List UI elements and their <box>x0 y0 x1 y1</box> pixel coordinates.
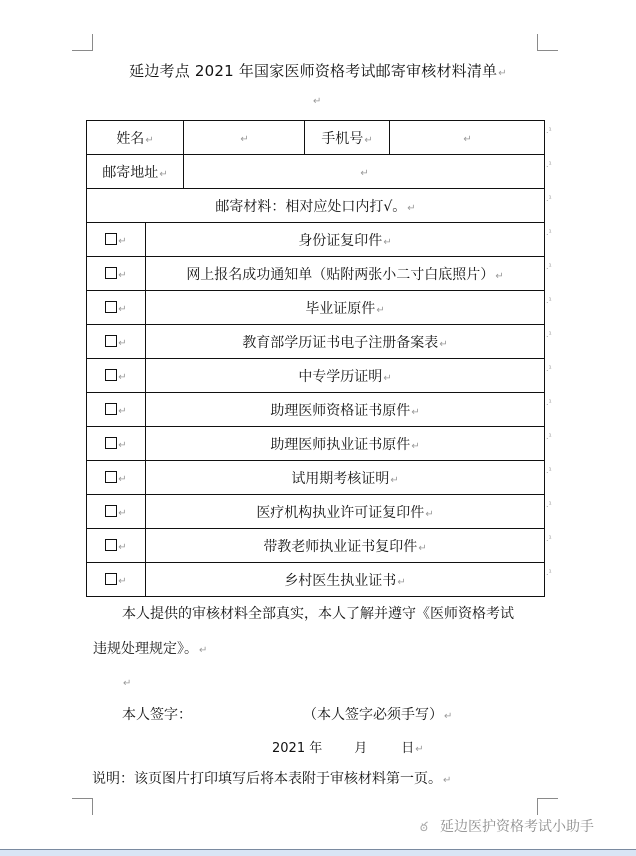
phone-label-cell: 手机号↵ <box>305 121 390 155</box>
table-row-material <box>87 257 545 291</box>
checkbox-icon <box>105 437 117 449</box>
material-label: 教育部学历证书电子注册备案表↵ <box>146 325 545 359</box>
crop-mark-bottom-right <box>537 798 558 815</box>
material-label: 中专学历证明↵ <box>146 359 545 393</box>
material-label: 医疗机构执业许可证复印件↵ <box>146 495 545 529</box>
signature-note: （本人签字必须手写）↵ <box>303 707 453 723</box>
material-checkbox[interactable]: ↵ <box>87 291 146 325</box>
checkbox-icon <box>105 369 117 381</box>
table-row-material <box>87 563 545 597</box>
crop-mark-bottom-left <box>72 798 93 815</box>
material-label: 身份证复印件↵ <box>146 223 545 257</box>
table-row-material <box>87 325 545 359</box>
checkbox-icon <box>105 471 117 483</box>
table-row-material <box>87 393 545 427</box>
material-label: 乡村医生执业证书↵ <box>146 563 545 597</box>
table-row-material <box>87 427 545 461</box>
address-label-cell: 邮寄地址↵ <box>87 155 184 189</box>
material-label: 助理医师执业证书原件↵ <box>146 427 545 461</box>
material-checkbox[interactable]: ↵ <box>87 359 146 393</box>
checkbox-icon <box>105 233 117 245</box>
blank-paragraph: ↵ <box>123 678 132 689</box>
date-month: 月 <box>354 741 368 756</box>
material-checkbox[interactable]: ↵ <box>87 223 146 257</box>
material-checkbox[interactable]: ↵ <box>87 257 146 291</box>
material-label: 助理医师资格证书原件↵ <box>146 393 545 427</box>
material-checkbox[interactable]: ↵ <box>87 325 146 359</box>
table-row-material <box>87 223 545 257</box>
window-bottom-bar <box>0 849 636 856</box>
paragraph-mark: ↵ <box>498 68 507 79</box>
material-checkbox[interactable]: ↵ <box>87 563 146 597</box>
table-row-material <box>87 461 545 495</box>
material-label: 毕业证原件↵ <box>146 291 545 325</box>
crop-mark-top-left <box>72 34 93 51</box>
declaration-line-2: 违规处理规定》。↵ <box>93 641 208 657</box>
material-label: 带教老师执业证书复印件↵ <box>146 529 545 563</box>
document-title: 延边考点 2021 年国家医师资格考试邮寄审核材料清单↵ <box>129 62 507 80</box>
declaration-line-1: 本人提供的审核材料全部真实，本人了解并遵守《医师资格考试 <box>122 606 514 622</box>
table-row-name-phone <box>87 121 545 155</box>
wechat-icon: ఠ <box>420 820 428 835</box>
material-checkbox[interactable]: ↵ <box>87 461 146 495</box>
table-row-material <box>87 529 545 563</box>
table-row-material <box>87 359 545 393</box>
date-day: 日 <box>401 741 415 756</box>
checkbox-icon <box>105 267 117 279</box>
checkbox-icon <box>105 539 117 551</box>
material-label: 网上报名成功通知单（贴附两张小二寸白底照片）↵ <box>146 257 545 291</box>
table-row-material <box>87 495 545 529</box>
name-input-cell[interactable]: ↵ <box>184 121 305 155</box>
material-label: 试用期考核证明↵ <box>146 461 545 495</box>
checkbox-icon <box>105 573 117 585</box>
material-checkbox[interactable]: ↵ <box>87 495 146 529</box>
phone-input-cell[interactable]: ↵ <box>390 121 545 155</box>
materials-header-cell: 邮寄材料：相对应处口内打√。↵ <box>87 189 545 223</box>
checkbox-icon <box>105 301 117 313</box>
date-line: 2021 年 月 日↵ <box>272 741 424 756</box>
address-input-cell[interactable]: ↵ <box>184 155 545 189</box>
table-row-materials-header <box>87 189 545 223</box>
paragraph-mark: ↵ <box>313 96 322 107</box>
materials-form-table <box>86 120 545 597</box>
name-label-cell: 姓名↵ <box>87 121 184 155</box>
material-checkbox[interactable]: ↵ <box>87 427 146 461</box>
signature-label: 本人签字： <box>122 707 192 723</box>
date-year: 2021 年 <box>272 741 323 756</box>
checkbox-icon <box>105 505 117 517</box>
checkbox-icon <box>105 335 117 347</box>
table-row-material <box>87 291 545 325</box>
note-text: 说明：该页图片打印填写后将本表附于审核材料第一页。↵ <box>92 771 452 787</box>
checkbox-icon <box>105 403 117 415</box>
watermark: ఠ 延边医护资格考试小助手 <box>420 816 594 838</box>
crop-mark-top-right <box>537 34 558 51</box>
material-checkbox[interactable]: ↵ <box>87 529 146 563</box>
table-row-address <box>87 155 545 189</box>
material-checkbox[interactable]: ↵ <box>87 393 146 427</box>
